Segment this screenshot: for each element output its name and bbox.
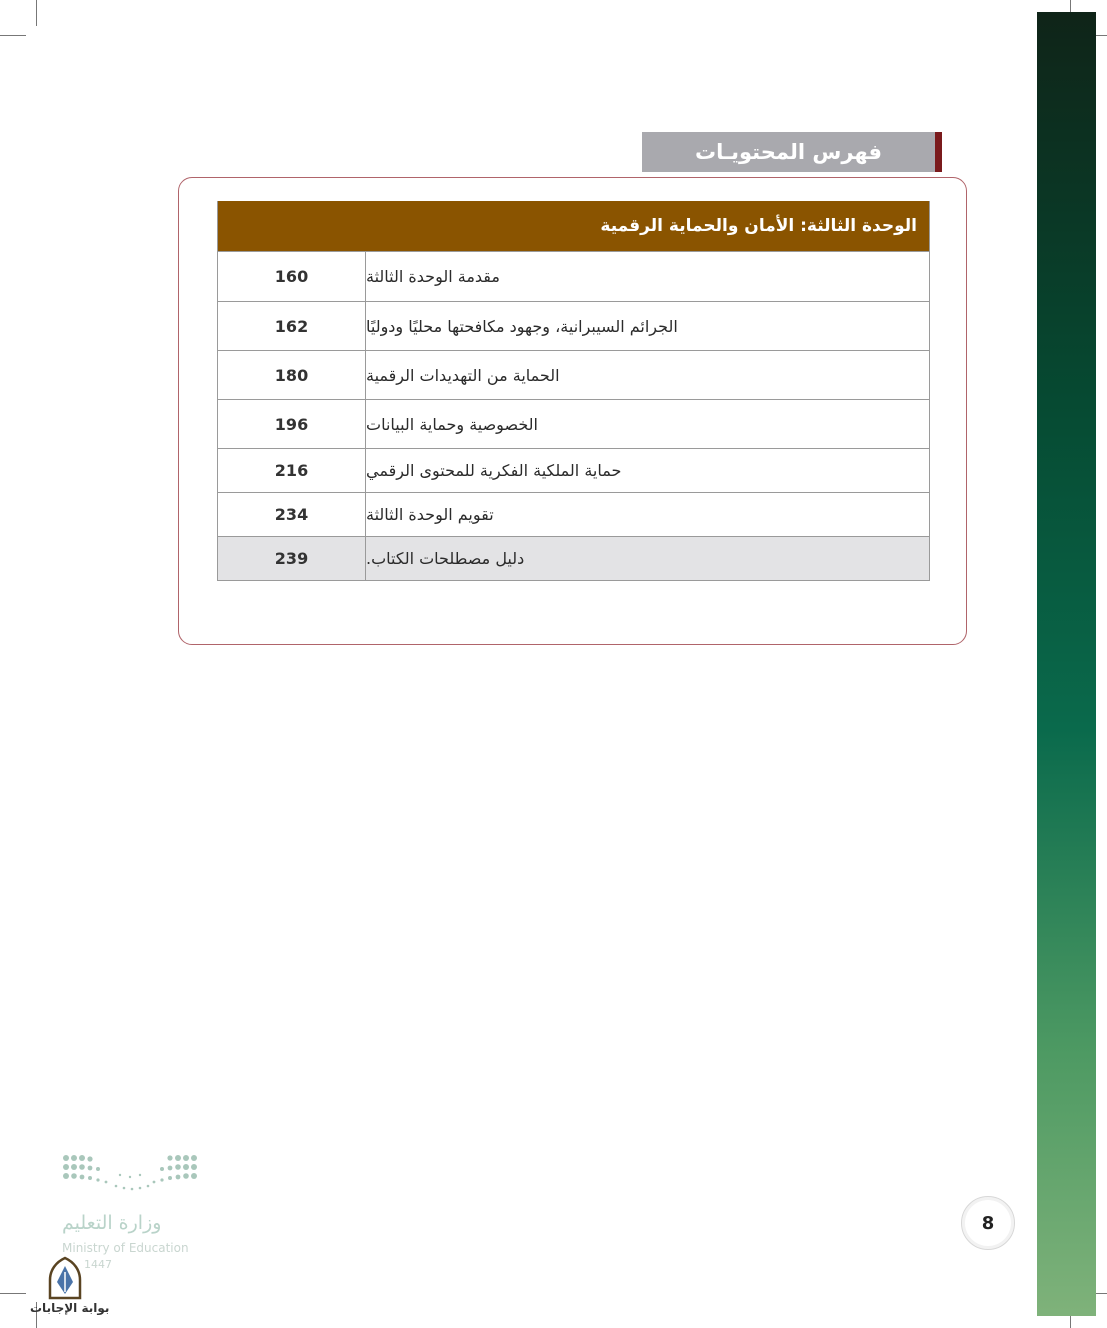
page-number-cell: 196	[218, 400, 366, 448]
crop-mark	[0, 35, 26, 36]
ministry-dots-logo	[60, 1150, 210, 1200]
decorative-side-band	[1037, 12, 1096, 1316]
table-row[interactable]	[218, 492, 929, 536]
page-number: 8	[961, 1196, 1015, 1250]
ministry-name-arabic: وزارة التعليم	[62, 1212, 162, 1234]
unit-header	[218, 201, 929, 251]
contents-table	[217, 201, 930, 581]
page-number-cell: 162	[218, 302, 366, 350]
page-number-cell: 160	[218, 252, 366, 301]
entry-title: تقويم الوحدة الثالثة	[366, 505, 494, 524]
table-row[interactable]	[218, 448, 929, 492]
table-row[interactable]	[218, 301, 929, 350]
page-number-cell: 239	[218, 537, 366, 580]
page-number-cell: 234	[218, 493, 366, 536]
unit-title: الوحدة الثالثة: الأمان والحماية الرقمية	[600, 216, 917, 236]
entry-title: الخصوصية وحماية البيانات	[366, 414, 538, 434]
table-row[interactable]	[218, 399, 929, 448]
toc-heading	[642, 132, 942, 172]
page-number-cell: 216	[218, 449, 366, 492]
toc-heading-label: فهرس المحتويـات	[694, 140, 883, 164]
ministry-year: 1447	[84, 1258, 112, 1271]
pen-nib-icon	[44, 1256, 86, 1300]
page-number-cell: 180	[218, 351, 366, 399]
crop-mark	[36, 0, 37, 26]
entry-title: الجرائم السيبرانية، وجهود مكافحتها محليًا ودوليًا	[366, 316, 678, 336]
entry-title: الحماية من التهديدات الرقمية	[366, 365, 560, 385]
table-row[interactable]	[218, 251, 929, 301]
watermark-text: بوابة الإجابات	[30, 1301, 110, 1315]
table-row[interactable]	[218, 536, 929, 580]
ministry-name-english: Ministry of Education	[62, 1241, 189, 1255]
entry-title: حماية الملكية الفكرية للمحتوى الرقمي	[366, 461, 622, 480]
table-row[interactable]	[218, 350, 929, 399]
crop-mark	[0, 1293, 26, 1294]
entry-title: مقدمة الوحدة الثالثة	[366, 267, 500, 286]
entry-title: دليل مصطلحات الكتاب.	[366, 549, 525, 568]
